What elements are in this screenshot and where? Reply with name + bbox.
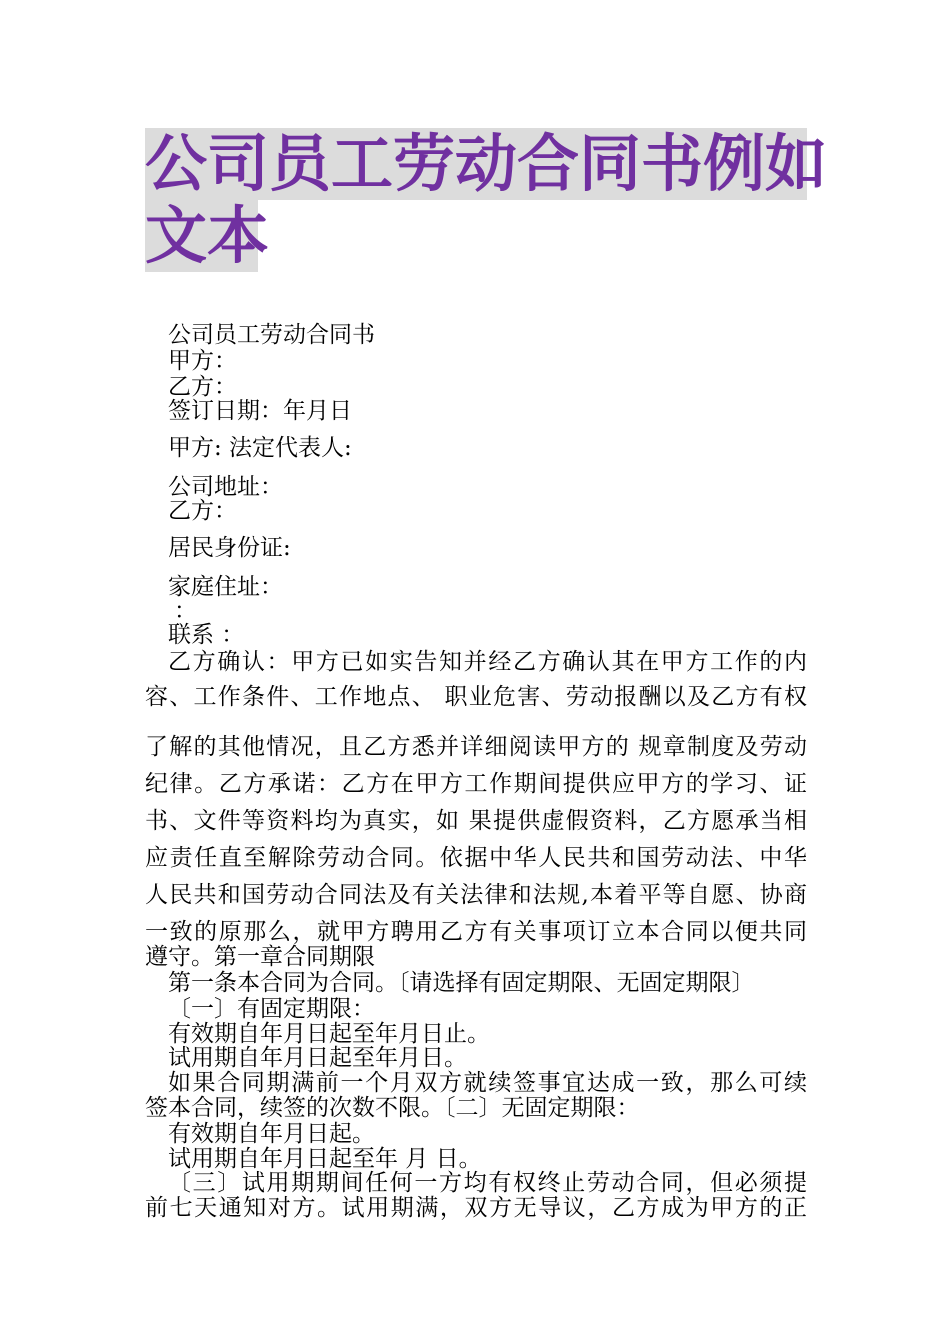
paragraph-line: 如果合同期满前一个月双方就续签事宜达成一致，那么可续 <box>168 1070 807 1096</box>
party-a-field: 甲方： <box>168 348 237 374</box>
id-card-field: 居民身份证: <box>168 535 291 561</box>
company-address-field: 公司地址： <box>168 474 283 500</box>
paragraph-line: 纪律。乙方承诺：乙方在甲方工作期间提供应甲方的学习、证 <box>145 771 807 797</box>
paragraph-line: 了解的其他情况，且乙方悉并详细阅读甲方的 规章制度及劳动 <box>145 734 807 760</box>
paragraph-line: 〔三〕试用期期间任何一方均有权终止劳动合同，但必须提 <box>168 1170 807 1196</box>
paragraph-line: 书、文件等资料均为真实，如 果提供虚假资料，乙方愿承当相 <box>145 808 807 834</box>
paragraph-line: 容、工作条件、工作地点、 职业危害、劳动报酬以及乙方有权 <box>145 684 807 710</box>
paragraph-line: 人民共和国劳动合同法及有关法律和法规,本着平等自愿、协商 <box>145 882 807 908</box>
document-title-line-2: 文本 <box>145 199 270 272</box>
contract-name: 公司员工劳动合同书 <box>168 322 375 348</box>
document-title-line-1: 公司员工劳动合同书例如 <box>145 127 828 200</box>
paragraph-line: 乙方确认：甲方已如实告知并经乙方确认其在甲方工作的内 <box>168 649 807 675</box>
party-b-field-2: 乙方： <box>168 498 237 524</box>
paragraph-line: 前七天通知对方。试用期满，双方无导议，乙方成为甲方的正 <box>145 1195 807 1221</box>
article-1: 第一条本合同为合同。〔请选择有固定期限、无固定期限〕 <box>168 970 755 996</box>
paragraph-line: 遵守。第一章合同期限 <box>145 944 375 970</box>
contact-field: 联系 ： <box>168 622 245 648</box>
paragraph-line: 一致的原那么，就甲方聘用乙方有关事项订立本合同以便共同 <box>145 919 807 945</box>
home-address-field: 家庭住址： <box>168 574 283 600</box>
valid-period-line: 有效期自年月日起至年月日止。 <box>168 1021 490 1047</box>
party-b-field: 乙方： <box>168 374 237 400</box>
paragraph-line: 应责任直至解除劳动合同。依据中华人民共和国劳动法、中华 <box>145 845 807 871</box>
sign-date-field: 签订日期：年月日 <box>168 398 352 424</box>
party-a-representative-field: 甲方: 法定代表人: <box>168 435 352 461</box>
fixed-term-heading: 〔一〕有固定期限： <box>168 996 375 1022</box>
open-probation-line: 试用期自年月日起至年 月 日。 <box>168 1146 482 1172</box>
paragraph-line: 签本合同，续签的次数不限。〔二〕无固定期限： <box>145 1095 640 1121</box>
colon-field: ： <box>174 598 197 624</box>
open-valid-period-line: 有效期自年月日起。 <box>168 1121 375 1147</box>
probation-line: 试用期自年月日起至年月日。 <box>168 1045 467 1071</box>
